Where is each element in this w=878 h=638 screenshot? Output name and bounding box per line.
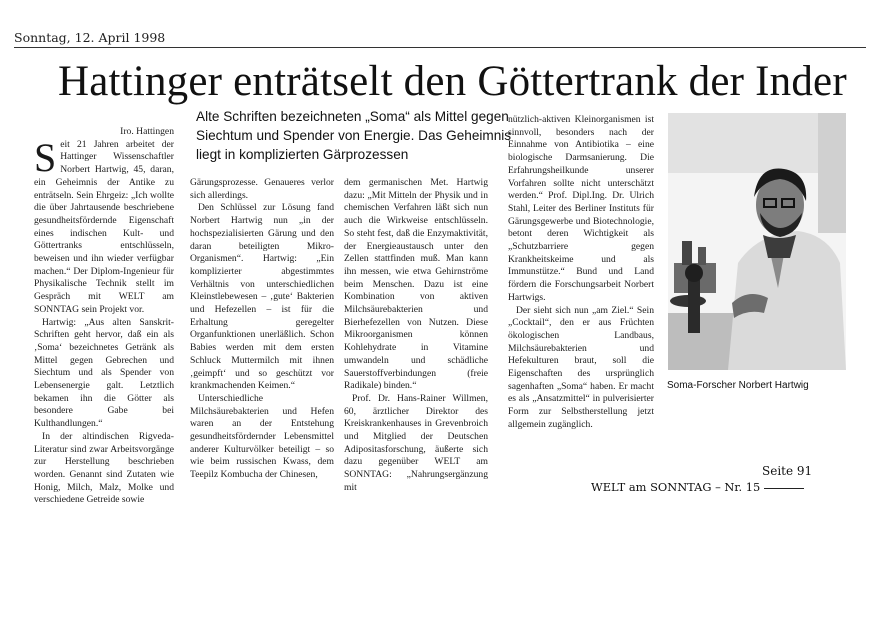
article-column-4 (508, 114, 654, 432)
publication-issue: WELT am SONNTAG – Nr. 15 (591, 480, 761, 494)
drop-cap: S (34, 134, 57, 180)
footer-rule (764, 488, 804, 489)
paragraph: dem germanischen Met. Hartwig dazu: „Mit Mitteln der Physik und in chemischen Verfahren läßt sich nun auch die Wirkweise entschlüsseln. So steht fest, daß die Enzymaktivität, der Energieaustausch unter den Zellen stattfinden muß. Man kann ihn messen, wie etwa Gehirnströme beim Menschen. Dazu ist eine Kombination von aktiven Milchsäurebakterien und Bierhefezellen von Nutzen. Diese Mikroorganismen können Kohlehydrate in Vitamine umwandeln und schädliche Sauerstoffverbindungen (freie Radikale) binden.“ (344, 177, 488, 392)
portrait-photo (668, 113, 846, 370)
top-rule (14, 47, 866, 48)
photo-caption: Soma-Forscher Norbert Hartwig (667, 380, 809, 391)
paragraph-text: eit 21 Jahren arbeitet der Hattinger Wissenschaftler Norbert Hartwig, 45, daran, ein Geheimnis der Antike zu enträtseln. Sein Ehrgeiz: „Ich wollte die über Jahrtausende beschriebene gesundheitsfördernde Eigenschaft eines indischen Kult- und Göttertranks entschlüsseln, beweisen und ihn wieder verfügbar machen.“ Der Diplom-Ingenieur für Physikalische Technik stellt im Gespräch mit WELT am SONNTAG sein Projekt vor. (34, 138, 174, 315)
lead-paragraph (34, 134, 174, 317)
paragraph: Der sieht sich nun „am Ziel.“ Sein „Cocktail“, den er aus Früchten ökologischen Landbaus, Milchsäurebakterien und Hefekulturen braut, soll die Eigenschaften des ursprünglich sagenhaften „Soma“ haben. Er macht es als „Ansatzmittel“ in pulverisierter Form zur Selbstherstellung jetzt allgemein zugänglich. (508, 304, 654, 430)
article-column-1 (34, 126, 174, 507)
paragraph: Hartwig: „Aus alten Sanskrit-Schriften geht hervor, daß ein als ‚Soma‘ bezeichnetes Getränk als Mittel gegen Gebrechen und Siechtum und als Spender von Lebensenergie galt. Letztlich bekamen ihn die Götter als besondere Gabe bei Kulthandlungen.“ (34, 316, 174, 430)
paragraph: Prof. Dr. Hans-Rainer Willmen, 60, ärztlicher Direktor des Kreiskrankenhauses in Grevenbroich und Mitglied der Deutschen Adipositasforschung, äußerte sich dazu gegenüber WELT am SONNTAG: „Nahrungsergänzung mit (344, 392, 488, 493)
dateline: Sonntag, 12. April 1998 (14, 30, 166, 45)
article-column-2 (190, 177, 334, 482)
paragraph: Den Schlüssel zur Lösung fand Norbert Hartwig nun „in der hochspezialisierten Gärung und den daran beteiligten Mikro-Organismen“. Hartwig: „Ein komplizierter abgestimmtes Verhältnis von unterschiedlichen Kleinstlebewesen – ‚gute‘ Bakterien und Hefezellen – ist für die Erhaltung geregelter Organfunktionen unerläßlich. Schon Babies werden mit dem ersten Schluck Muttermilch mit ihnen ‚geimpft‘ und so geschützt vor krankmachenden Keimen.“ (190, 202, 334, 392)
paragraph: Gärungsprozesse. Genaueres verlor sich allerdings. (190, 177, 334, 201)
photo-image (668, 113, 846, 370)
page-number: Seite 91 (762, 464, 813, 478)
article-column-3 (344, 177, 488, 495)
paragraph: nützlich-aktiven Kleinorganismen ist sinnvoll, besonders nach der Einnahme von Antibiotika – eine biologische Darmsanierung. Die Erfahrungsheilkunde unserer Vorfahren sollte nicht unterschätzt werden.“ Prof. Dipl.Ing. Dr. Ulrich Stahl, Leiter des Berliner Instituts für Gärungsgewerbe und Biotechnologie, betont deren Wichtigkeit als „Schutzbarriere gegen Krankheitskeime und als Immunstütze.“ Bund und Land fördern die Forschungsarbeit Norbert Hartwigs. (508, 114, 654, 303)
subhead: Alte Schriften bezeichneten „Soma“ als Mittel gegen Siechtum und Spender von Energie. Das Geheimnis liegt in komplizierten Gärprozessen (196, 109, 512, 162)
footer-line (591, 480, 804, 494)
paragraph: In der altindischen Rigveda-Literatur sind zwar Arbeitsvorgänge zur Herstellung beschrieben worden. Genannt sind Zutaten wie Honig, Milch, Malz, Molke und verschiedene Getreide sowie (34, 430, 174, 506)
headline: Hattinger enträtselt den Göttertrank der Inder (58, 58, 847, 105)
author-line: Iro. Hattingen (120, 126, 174, 137)
paragraph: Unterschiedliche Milchsäurebakterien und Hefen waren an der Entstehung gesundheitsfördernder Lebensmittel anderer Kulturvölker beteiligt – so wie beim russischen Kwass, dem Teepilz Kombucha der Chinesen, (190, 392, 334, 481)
